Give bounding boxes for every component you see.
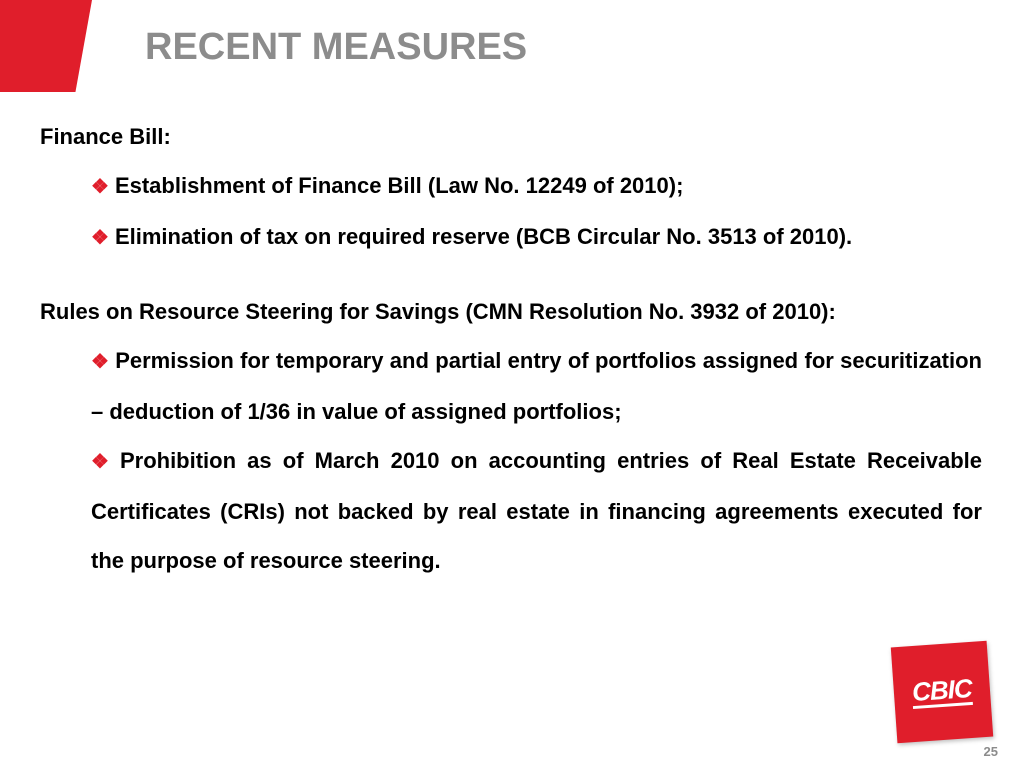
- resource-steering-bullet-list: [40, 336, 982, 585]
- section-heading-resource-steering: Rules on Resource Steering for Savings (CMN Resolution No. 3932 of 2010):: [40, 299, 836, 324]
- section-spacer: [40, 263, 982, 287]
- logo-text: CBIC: [911, 672, 973, 708]
- list-item: [40, 161, 982, 212]
- bullet-text: Establishment of Finance Bill (Law No. 12249 of 2010);: [114, 173, 684, 198]
- diamond-bullet-icon: ❖: [91, 451, 114, 473]
- diamond-bullet-icon: ❖: [91, 227, 109, 249]
- list-item: [40, 436, 982, 585]
- list-item: [40, 336, 982, 436]
- diamond-bullet-icon: ❖: [91, 351, 110, 373]
- bullet-text: Permission for temporary and partial entry of portfolios assigned for securitization – deduction of 1/36 in value of assigned portfolios;: [91, 348, 982, 424]
- list-item: [40, 212, 982, 263]
- page-number: 25: [983, 744, 998, 759]
- corner-accent-shape: [0, 0, 92, 92]
- bullet-text: Prohibition as of March 2010 on accounting entries of Real Estate Receivable Certificates (CRIs) not backed by real estate in financing agreements executed for the purpose of resource steering.: [91, 448, 982, 573]
- bullet-text: Elimination of tax on required reserve (BCB Circular No. 3513 of 2010).: [114, 224, 853, 249]
- slide-content: [40, 112, 982, 585]
- section-heading-finance-bill: Finance Bill:: [40, 124, 171, 149]
- cbic-logo: [891, 641, 993, 743]
- finance-bill-bullet-list: [40, 161, 982, 263]
- slide-title: RECENT MEASURES: [145, 26, 528, 68]
- diamond-bullet-icon: ❖: [91, 176, 109, 198]
